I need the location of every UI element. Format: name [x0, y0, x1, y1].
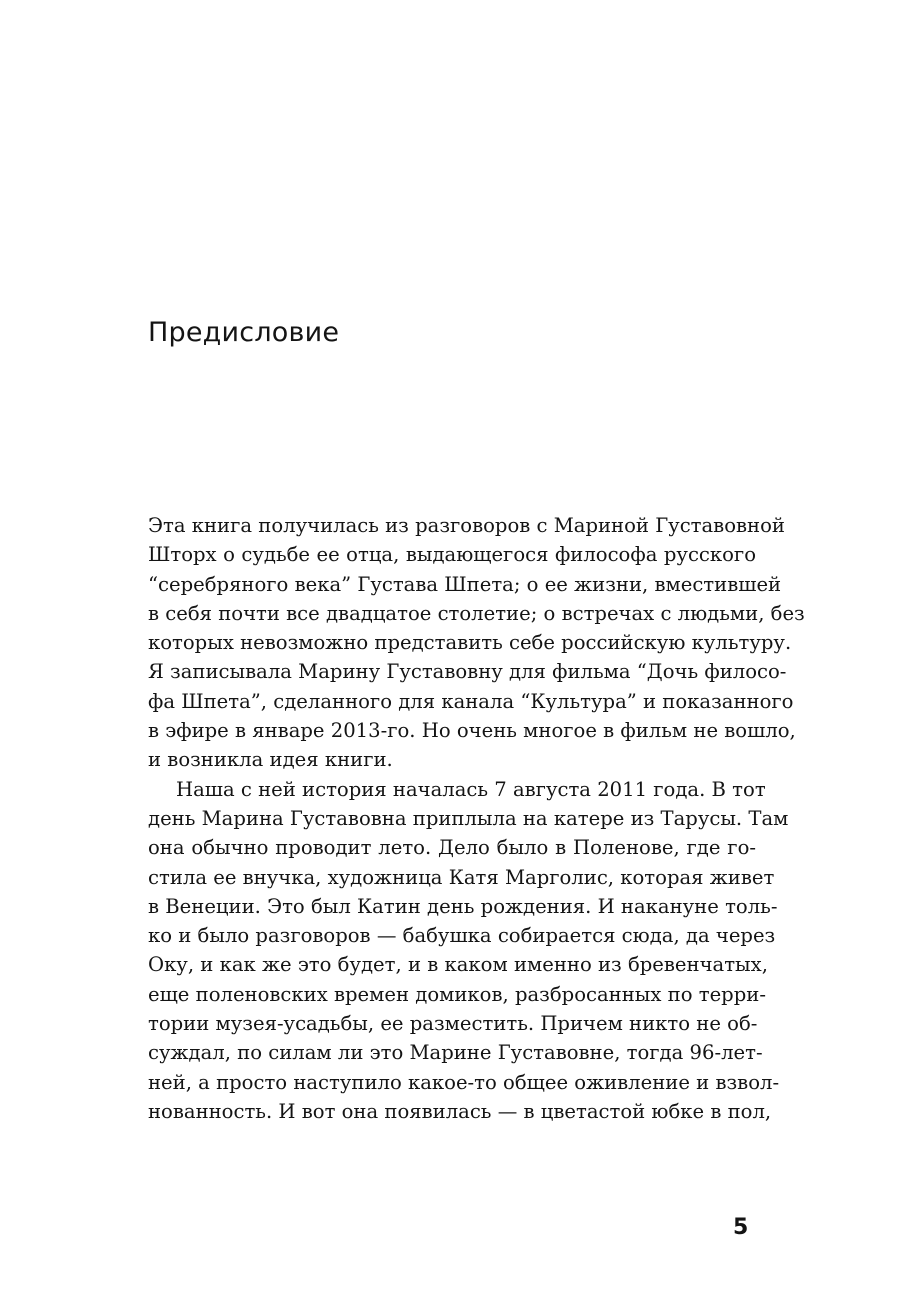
text-line: ней, а просто наступило какое-то общее оживление и взвол-: [148, 1070, 780, 1094]
text-line: она обычно проводит лето. Дело было в Поленове, где го-: [148, 836, 756, 860]
text-line: нованность. И вот она появилась — в цветастой юбке в пол,: [148, 1099, 772, 1123]
text-line: тории музея-усадьбы, ее разместить. Причем никто не об-: [148, 1012, 758, 1036]
page-number: 5: [733, 1215, 749, 1240]
text-line: день Марина Густавовна приплыла на катере из Тарусы. Там: [148, 806, 789, 830]
text-line: еще поленовских времен домиков, разбросанных по терри-: [148, 982, 766, 1006]
text-line: которых невозможно представить себе российскую культуру.: [148, 631, 792, 655]
chapter-heading: Предисловие: [148, 317, 340, 348]
text-line: в себя почти все двадцатое столетие; о встречах с людьми, без: [148, 601, 805, 625]
text-line: Я записывала Марину Густавовну для фильма “Дочь филосо-: [148, 660, 787, 684]
text-line: “серебряного века” Густава Шпета; о ее жизни, вместившей: [148, 572, 782, 596]
text-line: стила ее внучка, художница Катя Марголис, которая живет: [148, 865, 775, 889]
paragraph-2: [148, 775, 789, 1127]
text-line: ко и было разговоров — бабушка собирается сюда, да через: [148, 924, 776, 948]
text-line: Эта книга получилась из разговоров с Мариной Густавовной: [148, 514, 785, 537]
text-line: Оку, и как же это будет, и в каком именно из бревенчатых,: [148, 953, 768, 977]
text-line: в Венеции. Это был Катин день рождения. И накануне толь-: [148, 894, 778, 918]
text-line: Шторх о судьбе ее отца, выдающегося философа русского: [148, 543, 756, 567]
text-line: суждал, по силам ли это Марине Густавовне, тогда 96-лет-: [148, 1041, 763, 1065]
text-line: в эфире в январе 2013-го. Но очень многое в фильм не вошло,: [148, 719, 796, 743]
body-text: [148, 511, 805, 1126]
paragraph-1: [148, 511, 805, 775]
text-line: Наша с ней история началась 7 августа 2011 года. В тот: [176, 777, 766, 801]
text-line: и возникла идея книги.: [148, 748, 393, 772]
text-line: фа Шпета”, сделанного для канала “Культура” и показанного: [148, 689, 794, 713]
